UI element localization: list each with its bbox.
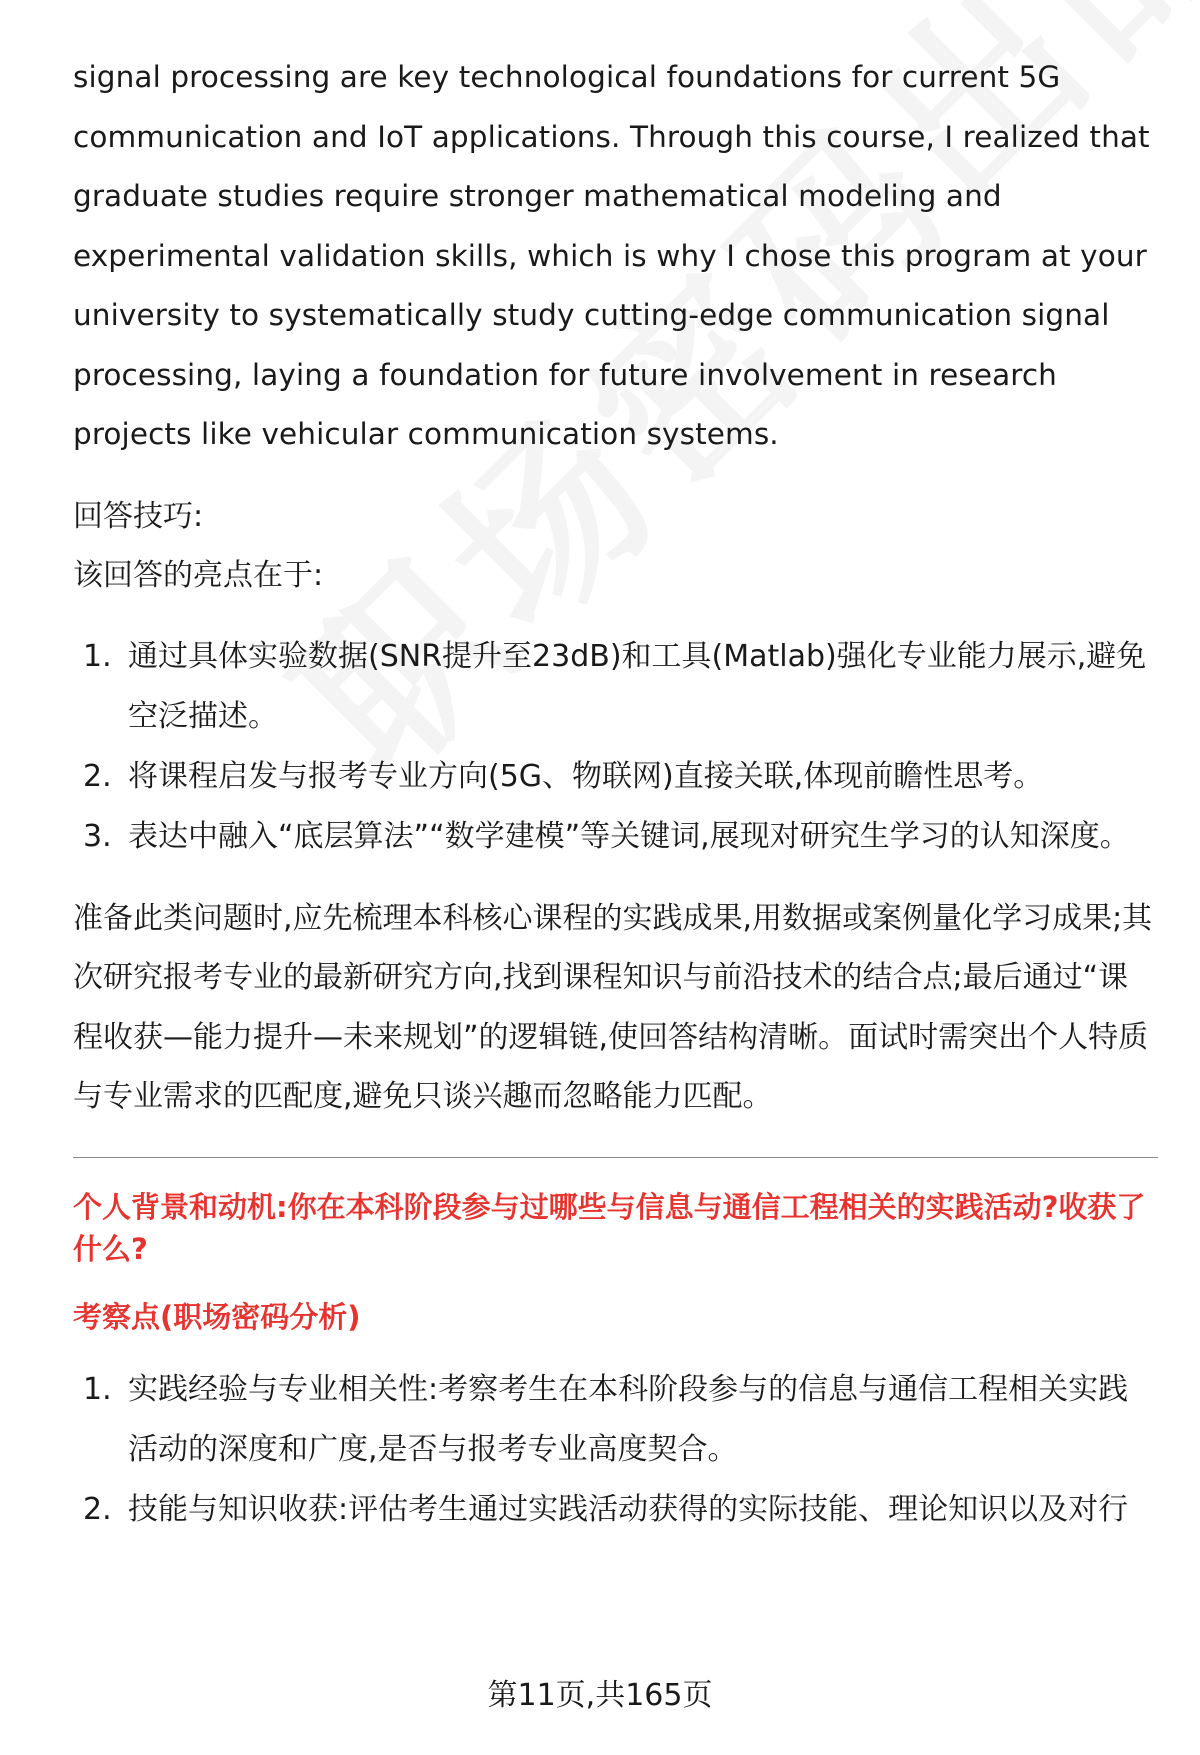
list-item bbox=[73, 1360, 1158, 1480]
highlights-list bbox=[73, 627, 1158, 867]
tips-label: 回答技巧: bbox=[73, 498, 204, 534]
list-text: 将课程启发与报考专业方向(5G、物联网)直接关联,体现前瞻性思考。 bbox=[128, 758, 1044, 794]
list-number: 3. bbox=[83, 818, 112, 854]
list-text: 表达中融入“底层算法”“数学建模”等关键词,展现对研究生学习的认知深度。 bbox=[128, 818, 1130, 854]
analysis-list bbox=[73, 1360, 1158, 1540]
prep-paragraph: 准备此类问题时,应先梳理本科核心课程的实践成果,用数据或案例量化学习成果;其次研究报考专业的最新研究方向,找到课程知识与前沿技术的结合点;最后通过“课程收获—能力提升—未来规划”的逻辑链,使回答结构清晰。面试时需突出个人特质与专业需求的匹配度,避免只谈兴趣而忽略能力匹配。 bbox=[73, 900, 1153, 1114]
list-text: 实践经验与专业相关性:考察考生在本科阶段参与的信息与通信工程相关实践活动的深度和广度,是否与报考专业高度契合。 bbox=[128, 1371, 1129, 1467]
list-text: 通过具体实验数据(SNR提升至23dB)和工具(Matlab)强化专业能力展示,避免空泛描述。 bbox=[128, 638, 1147, 734]
list-number: 1. bbox=[83, 638, 112, 674]
list-item bbox=[73, 627, 1158, 747]
document-page bbox=[73, 48, 1158, 1540]
list-number: 2. bbox=[83, 1491, 112, 1527]
intro-paragraph: signal processing are key technological foundations for current 5G communication and IoT applications. Through this course, I realized that graduate studies require stronger mathematical modeling and experimental validation skills, which is why I chose this program at your university to systematically study cutting-edge communication signal processing, laying a foundation for future involvement in research projects like vehicular communication systems. bbox=[73, 60, 1150, 451]
list-number: 2. bbox=[83, 758, 112, 794]
list-number: 1. bbox=[83, 1371, 112, 1407]
list-text: 技能与知识收获:评估考生通过实践活动获得的实际技能、理论知识以及对行 bbox=[128, 1491, 1129, 1527]
highlights-label: 该回答的亮点在于: bbox=[73, 557, 324, 593]
list-item bbox=[73, 807, 1158, 867]
list-item bbox=[73, 747, 1158, 807]
question-heading: 个人背景和动机:你在本科阶段参与过哪些与信息与通信工程相关的实践活动?收获了什么? bbox=[73, 1189, 1146, 1266]
list-item bbox=[73, 1480, 1158, 1540]
page-footer: 第11页,共165页 bbox=[487, 1678, 713, 1713]
analysis-heading: 考察点(职场密码分析) bbox=[73, 1299, 361, 1334]
